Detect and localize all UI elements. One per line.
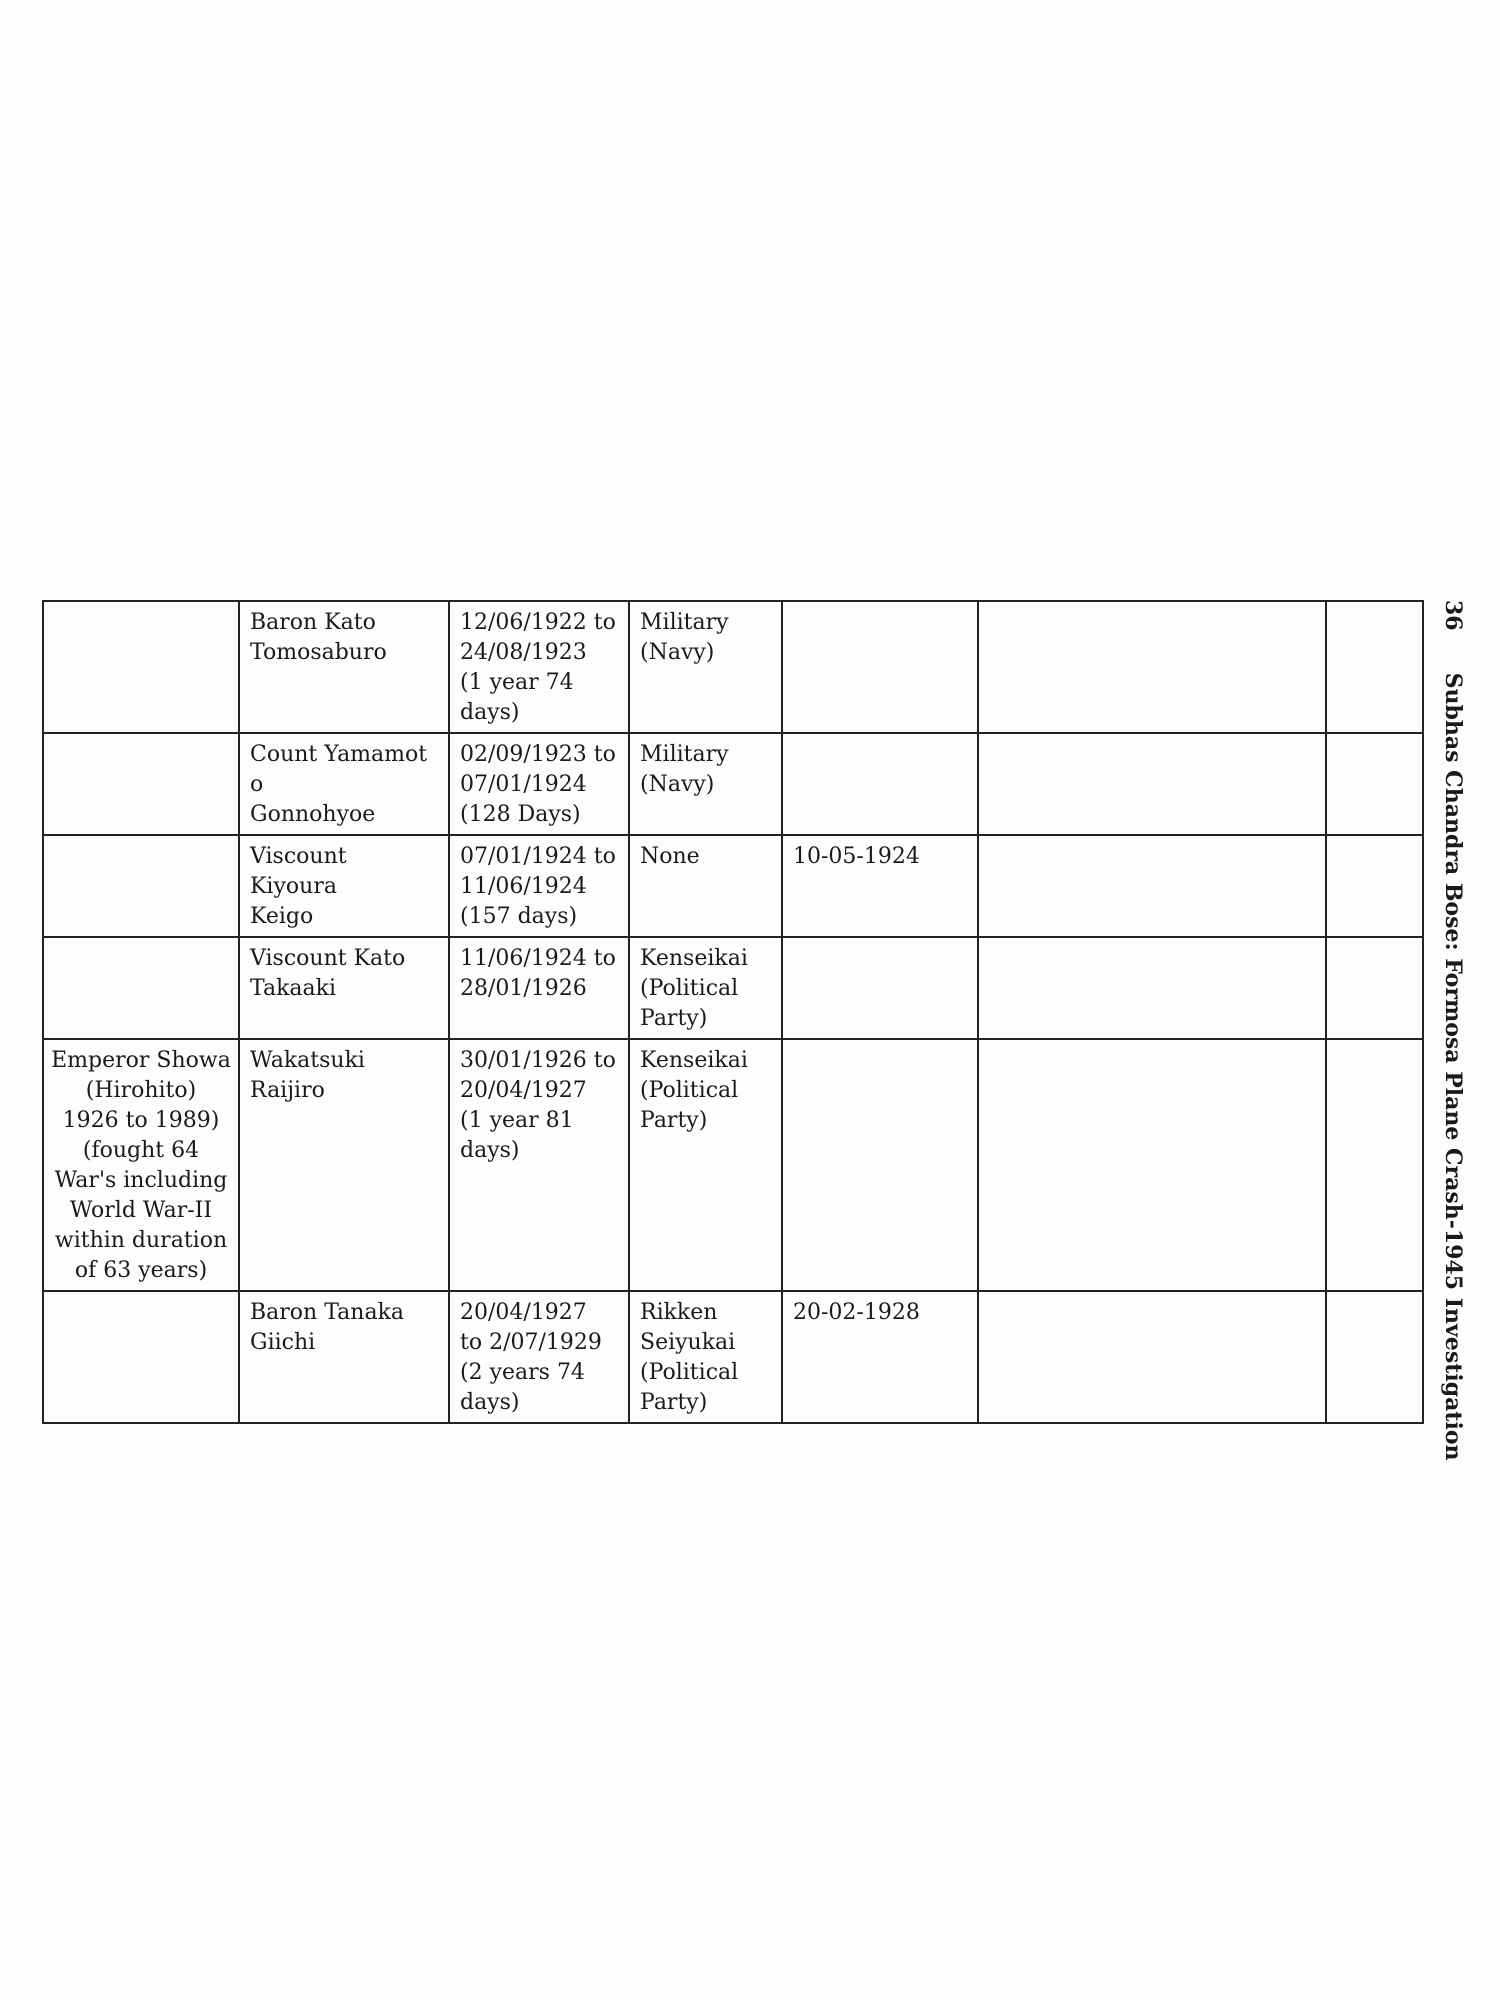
blank-cell [978, 937, 1326, 1039]
prime-minister-cell: Viscount Kato Takaaki [239, 937, 449, 1039]
table-row [43, 937, 1423, 1039]
term-cell: 11/06/1924 to 28/01/1926 [449, 937, 629, 1039]
prime-minister-cell: Wakatsuki Raijiro [239, 1039, 449, 1291]
table-row [43, 1291, 1423, 1423]
prime-minister-cell: Count Yamamot o Gonnohyoe [239, 733, 449, 835]
book-title: Subhas Chandra Bose: Formosa Plane Crash-1945 Investigation [1440, 672, 1466, 1461]
emperor-cell [43, 937, 239, 1039]
term-cell: 30/01/1926 to 20/04/1927 (1 year 81 days) [449, 1039, 629, 1291]
prime-minister-cell: Baron Tanaka Giichi [239, 1291, 449, 1423]
date-cell [782, 1039, 978, 1291]
prime-minister-cell: Baron Kato Tomosaburo [239, 601, 449, 733]
party-cell: Kenseikai (Political Party) [629, 1039, 782, 1291]
party-cell: Rikken Seiyukai (Political Party) [629, 1291, 782, 1423]
date-cell: 10-05-1924 [782, 835, 978, 937]
emperor-cell [43, 601, 239, 733]
blank-cell [1326, 835, 1423, 937]
blank-cell [978, 1039, 1326, 1291]
blank-cell [978, 601, 1326, 733]
emperor-cell [43, 835, 239, 937]
table-row [43, 1039, 1423, 1291]
blank-cell [978, 835, 1326, 937]
table-row [43, 733, 1423, 835]
date-cell [782, 733, 978, 835]
blank-cell [978, 733, 1326, 835]
party-cell: Military (Navy) [629, 601, 782, 733]
party-cell: Military (Navy) [629, 733, 782, 835]
blank-cell [1326, 1039, 1423, 1291]
date-cell [782, 937, 978, 1039]
blank-cell [1326, 1291, 1423, 1423]
emperor-cell [43, 1291, 239, 1423]
party-cell: Kenseikai (Political Party) [629, 937, 782, 1039]
term-cell: 12/06/1922 to 24/08/1923 (1 year 74 days) [449, 601, 629, 733]
emperor-cell: Emperor Showa (Hirohito) 1926 to 1989) (fought 64 War's including World War-II within duration of 63 years) [43, 1039, 239, 1291]
date-cell: 20-02-1928 [782, 1291, 978, 1423]
date-cell [782, 601, 978, 733]
party-cell: None [629, 835, 782, 937]
running-head [1437, 600, 1469, 1500]
term-cell: 07/01/1924 to 11/06/1924 (157 days) [449, 835, 629, 937]
blank-cell [1326, 733, 1423, 835]
blank-cell [1326, 937, 1423, 1039]
term-cell: 20/04/1927 to 2/07/1929 (2 years 74 days) [449, 1291, 629, 1423]
page-number: 36 [1440, 600, 1466, 631]
prime-minister-cell: Viscount Kiyoura Keigo [239, 835, 449, 937]
table-row [43, 601, 1423, 733]
table-row [43, 835, 1423, 937]
term-cell: 02/09/1923 to 07/01/1924 (128 Days) [449, 733, 629, 835]
blank-cell [978, 1291, 1326, 1423]
prime-ministers-table [42, 600, 1424, 1424]
blank-cell [1326, 601, 1423, 733]
emperor-cell [43, 733, 239, 835]
